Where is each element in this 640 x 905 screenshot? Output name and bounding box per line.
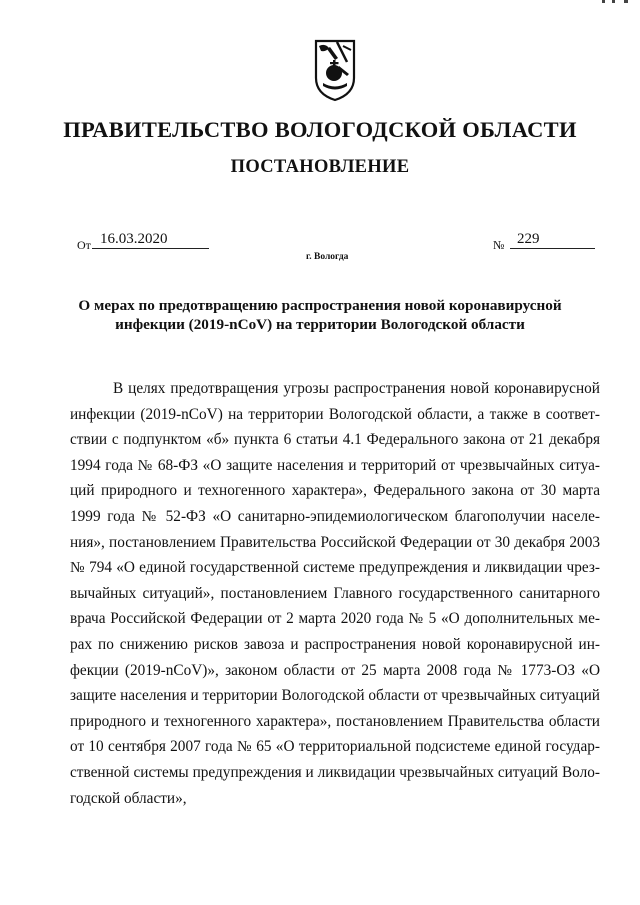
body-line: природного и техногенного характера», постановлением Правительства области [70,712,600,730]
body-line: врача Российской Федерации от 2 марта 2020 года № 5 «О дополнительных ме- [70,610,600,628]
body-line: 1999 года № 52-ФЗ «О санитарно-эпидемиологическом благополучии населе- [70,507,600,525]
body-line: ственной системы предупреждения и ликвидации чрезвычайных ситуаций Воло- [70,763,600,781]
number-value: 229 [510,231,595,249]
document-body [70,376,600,811]
body-line: от 10 сентября 2007 года № 65 «О территориальной подсистеме единой государ- [70,738,600,756]
body-line: фекции (2019-nCoV)», законом области от 25 марта 2008 года № 1773-ОЗ «О [70,661,600,679]
body-line: вычайных ситуаций», постановлением Главного государственного санитарного [70,584,600,602]
organization-title: ПРАВИТЕЛЬСТВО ВОЛОГОДСКОЙ ОБЛАСТИ [63,117,577,142]
body-line: В целях предотвращения угрозы распространения новой коронавирусной [113,380,600,397]
body-line: № 794 «О единой государственной системе предупреждения и ликвидации чрез- [70,559,600,577]
document-type: ПОСТАНОВЛЕНИЕ [230,157,410,177]
body-line: инфекции (2019-nCoV) на территории Вологодской области, а также в соответ- [70,405,600,423]
subject-line: О мерах по предотвращению распространения новой коронавирусной [78,297,562,314]
body-line: ния», постановлением Правительства Российской Федерации от 30 декабря 2003 [70,533,600,551]
body-line: ций природного и техногенного характера», Федерального закона от 30 марта [70,482,600,500]
body-line: годской области», [70,789,187,807]
body-line: рах по снижению рисков завоза и распространения новой коронавирусной ин- [70,635,600,653]
number-label: № [493,238,505,252]
subject-line: инфекции (2019-nCoV) на территории Вологодской области [115,316,525,333]
coat-of-arms-icon [313,38,357,102]
date-label: От [77,238,91,252]
document-subject [60,296,580,334]
page-corner-mark-icon [602,0,632,4]
body-line: защите населения и территории Вологодской области от чрезвычайных ситуаций [70,687,600,705]
city-name: г. Вологда [306,252,349,262]
body-line: 1994 года № 68-ФЗ «О защите населения и территорий от чрезвычайных ситуа- [70,456,600,474]
body-line: ствии с подпунктом «б» пункта 6 статьи 4.1 Федерального закона от 21 декабря [70,431,600,449]
date-value: 16.03.2020 [92,231,209,249]
